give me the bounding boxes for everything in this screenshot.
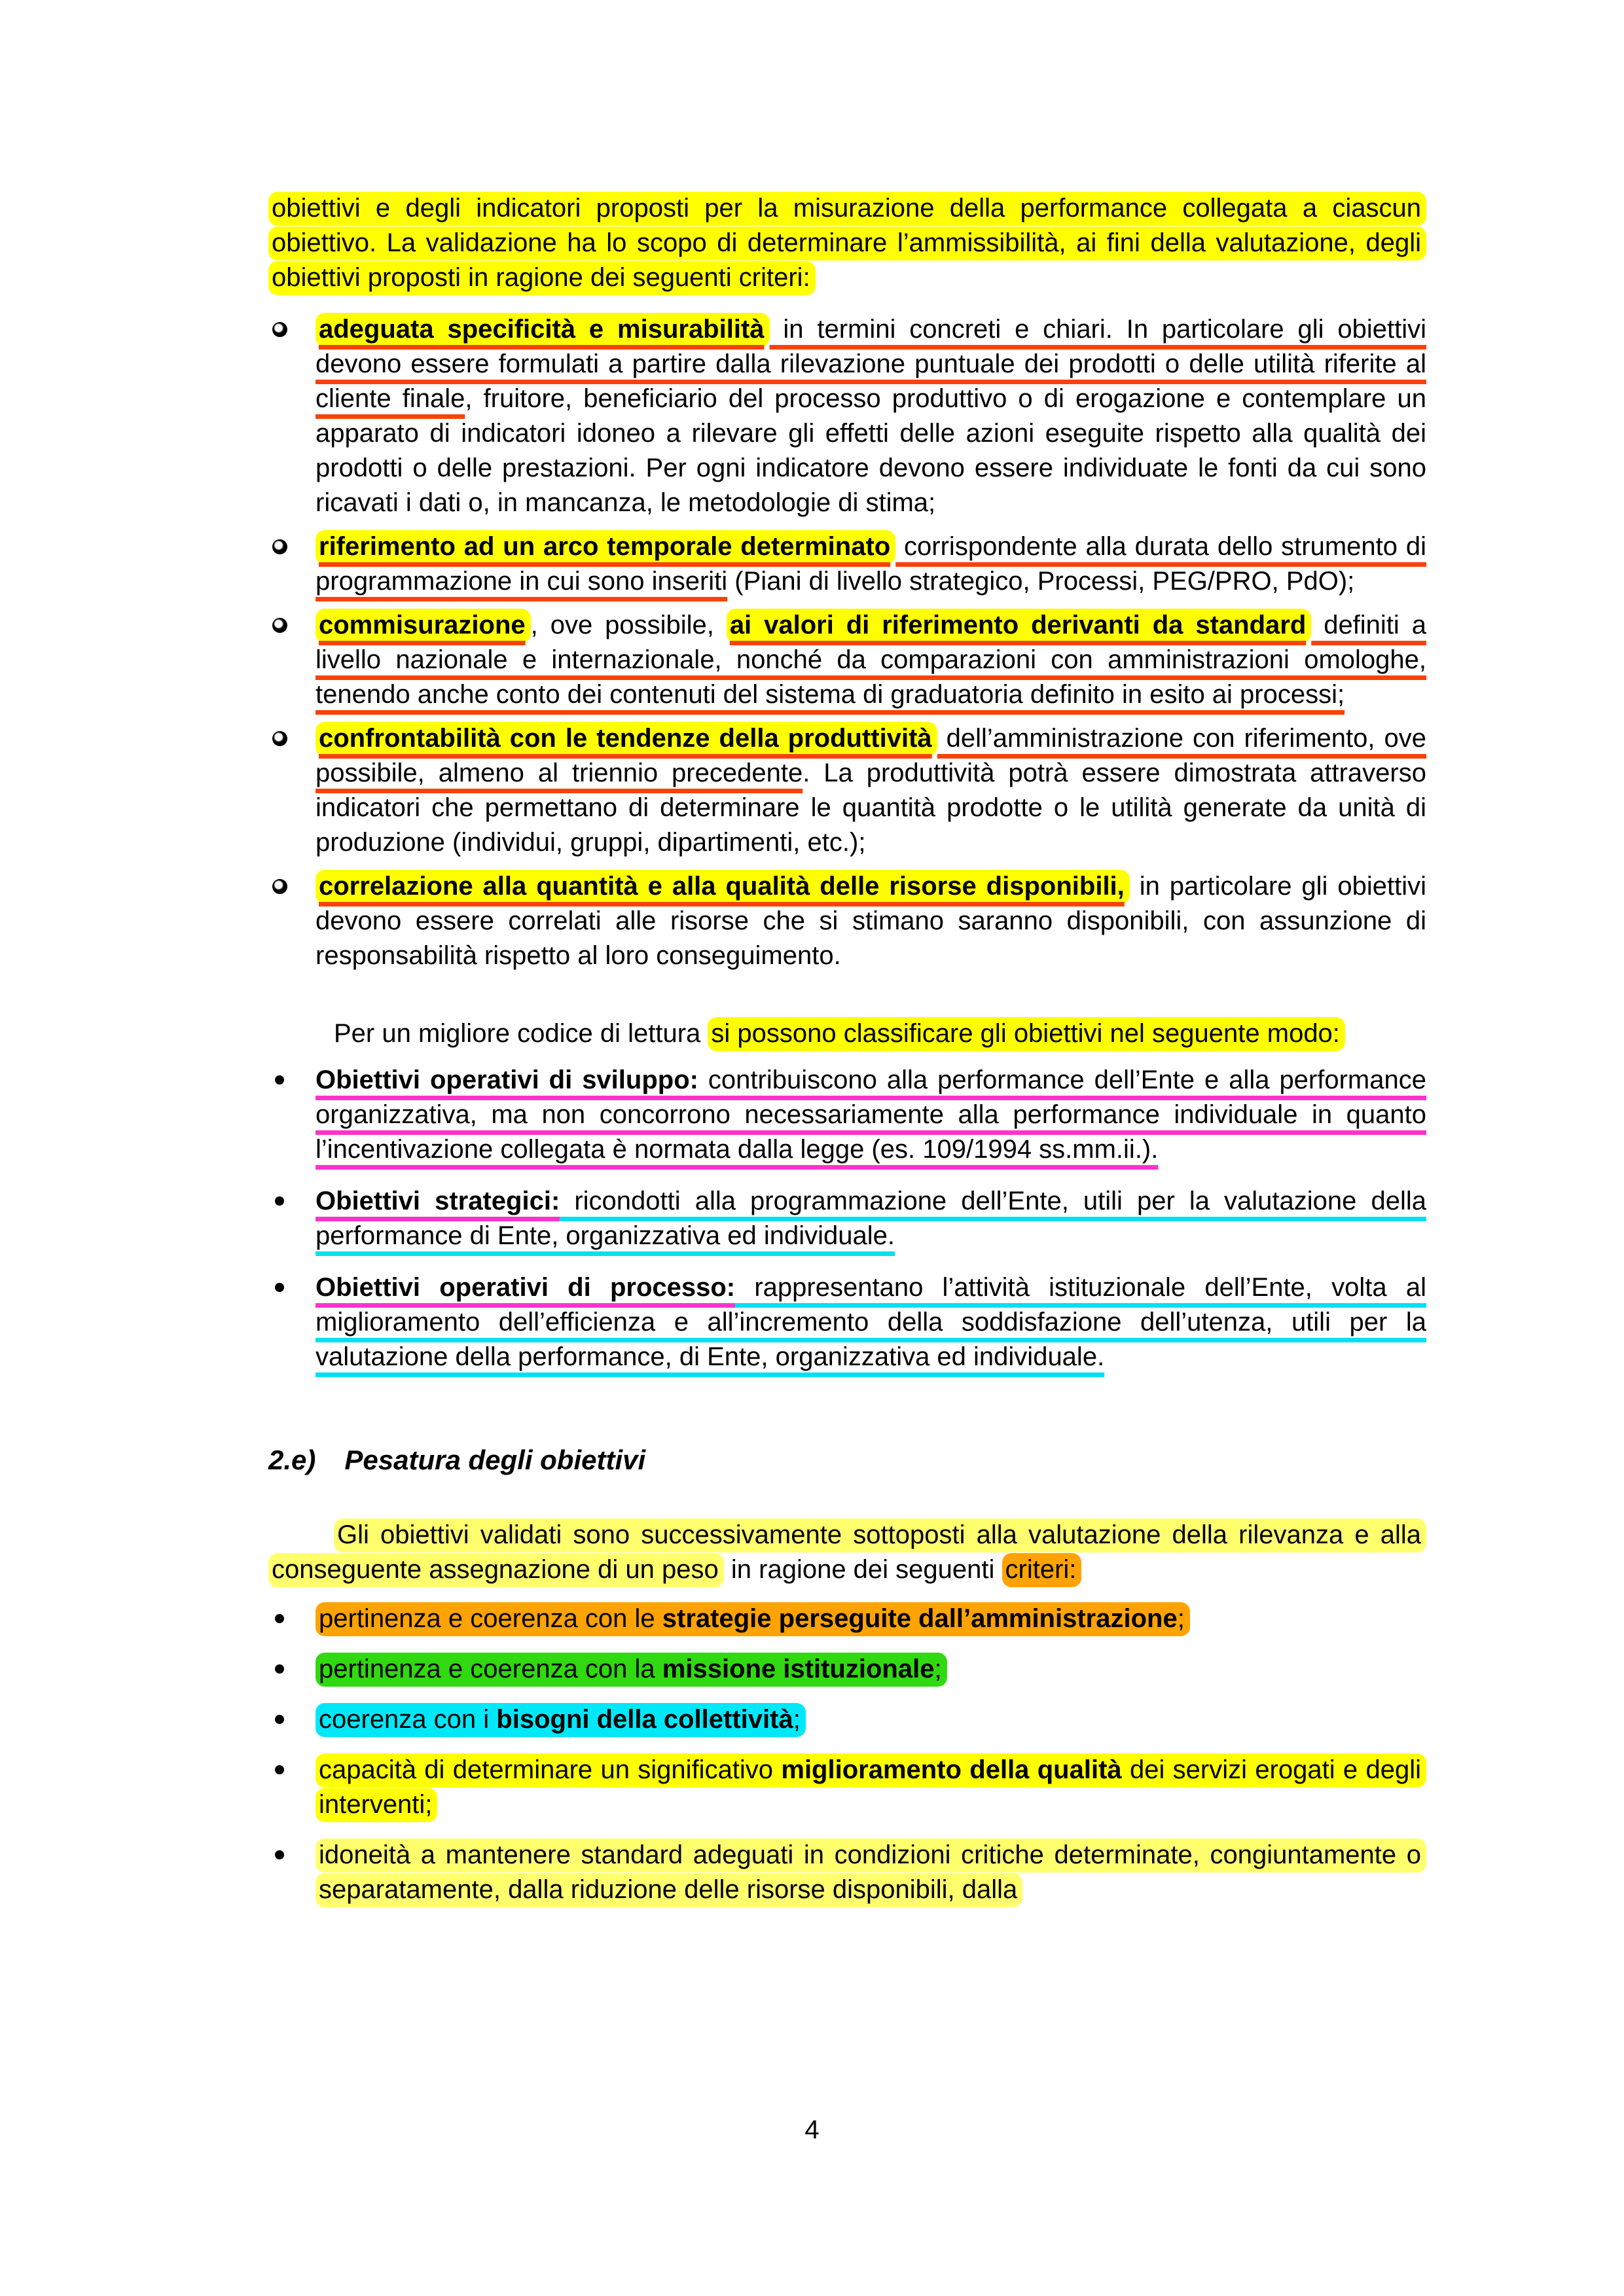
highlight-wrap (316, 1653, 947, 1687)
bullet-icon (275, 1283, 284, 1292)
weighting-criteri-tag: criteri: (1002, 1553, 1082, 1587)
classification-intro-plain: Per un migliore codice di lettura (334, 1019, 708, 1048)
weighting-item-strong: missione istituzionale (662, 1655, 935, 1683)
weighting-item-pre: pertinenza e coerenza con la (319, 1655, 662, 1683)
criterion-underlined-text: dell’amministrazione con riferimento, ove possibile, almeno al triennio precedente (316, 724, 1426, 787)
criterion-term: correlazione alla quantità e alla qualità delle risorse disponibili, (316, 870, 1130, 904)
bullet-icon (272, 731, 287, 746)
objective-type-term: Obiettivi strategici: (316, 1187, 560, 1215)
highlight-wrap (316, 1703, 806, 1737)
objective-type-term: Obiettivi operativi di sviluppo: (316, 1066, 698, 1094)
intro-highlighted-text: obiettivi e degli indicatori proposti per la misurazione della performance collegata a ciascun obiettivo. La validazione ha lo scopo di determinare l’ammissibilità, ai fini della valutazione, degli obiettivi proposti in ragione dei seguenti criteri: (268, 192, 1426, 295)
weighting-item-pre: coerenza con i (319, 1705, 497, 1734)
criteria-item-commisurazione (268, 608, 1426, 712)
page-number: 4 (804, 2115, 820, 2144)
criterion-plain-text: in particolare gli obiettivi devono essere correlati alle risorse che si stimano saranno disponibili, con assunzione di responsabilità rispetto al loro conseguimento. (316, 872, 1426, 970)
criterion-underlined-text: in termini concreti e chiari. In particolare gli obiettivi devono essere formulati a partire dalla rilevazione puntuale dei prodotti o delle utilità riferite al cliente finale (316, 315, 1426, 413)
section-heading (268, 1443, 1426, 1477)
bullet-icon (275, 1614, 284, 1623)
bullet-icon (275, 1715, 284, 1724)
weighting-item-pre: idoneità a mantenere standard adeguati in condizioni critiche determinate, congiuntamente o separatamente, dalla riduzione delle risorse disponibili, dalla (319, 1840, 1421, 1904)
section-title: Pesatura degli obiettivi (344, 1444, 646, 1475)
criterion-term: adeguata specificità e misurabilità (316, 313, 770, 347)
section-number: 2.e) (268, 1444, 316, 1475)
criterion-plain-text: , ove possibile, (530, 611, 727, 639)
criteria-item-confrontabilita (268, 721, 1426, 860)
classification-intro-highlight: si possono classificare gli obiettivi nel seguente modo: (708, 1017, 1345, 1051)
weighting-item-pre: pertinenza e coerenza con le (319, 1604, 662, 1633)
bullet-icon (275, 1765, 284, 1774)
weighting-item-missione (268, 1652, 1426, 1687)
objective-type-description: rappresentano l’attività istituzionale dell’Ente, volta al miglioramento dell’efficienza e all’incremento della soddisfazione dell’utenza, utili per la valutazione della performance, di Ente, organizzativa ed individuale. (316, 1273, 1426, 1371)
bullet-icon (275, 1850, 284, 1859)
highlight-wrap (316, 1753, 1426, 1822)
criterion-term: riferimento ad un arco temporale determinato (316, 530, 895, 564)
weighting-item-post: dei servizi erogati e degli interventi; (319, 1755, 1421, 1819)
criterion-plain-text: , fruitore, beneficiario del processo produttivo o di erogazione e contemplare un apparato di indicatori idoneo a rilevare gli effetti delle azioni eseguite rispetto alla qualità dei prodotti o delle prestazioni. Per ogni indicatore devono essere individuate le fonti da cui sono ricavati i dati o, in mancanza, le metodologie di stima; (316, 384, 1426, 517)
weighting-plain-text: in ragione dei seguenti (723, 1555, 1002, 1584)
weighting-item-pre: capacità di determinare un significativo (319, 1755, 782, 1784)
intro-paragraph (268, 191, 1426, 295)
validation-criteria-list (268, 312, 1426, 973)
objective-type-description: contribuiscono alla performance dell’Ente e alla performance organizzativa, ma non concorrono necessariamente alla performance individuale in quanto l’incentivazione collegata è normata dalla legge (es. 109/1994 ss.mm.ii.). (316, 1066, 1426, 1164)
objective-type-strategici (268, 1184, 1426, 1253)
bullet-icon (272, 618, 287, 633)
criteria-item-specificita (268, 312, 1426, 520)
criterion-term: commisurazione (316, 609, 531, 643)
criterion-term: confrontabilità con le tendenze della produttività (316, 722, 937, 756)
weighting-item-strong: bisogni della collettività (496, 1705, 793, 1734)
criteria-item-arco-temporale (268, 529, 1426, 599)
weighting-highlighted-text: Gli obiettivi validati sono successivamente sottoposti alla valutazione della rilevanza e alla conseguente assegnazione di un peso (268, 1518, 1426, 1587)
bullet-icon (275, 1075, 284, 1085)
weighting-item-post: ; (793, 1705, 801, 1734)
weighting-item-strong: strategie perseguite dall’amministrazione (662, 1604, 1178, 1633)
objective-type-description: ricondotti alla programmazione dell’Ente, utili per la valutazione della performance di Ente, organizzativa ed individuale. (316, 1187, 1426, 1250)
bullet-icon (272, 879, 287, 894)
weighting-intro-paragraph (268, 1518, 1426, 1587)
weighting-item-post: ; (1177, 1604, 1185, 1633)
criterion-underlined-text: definiti a livello nazionale e internazionale, nonché da comparazioni con amministrazioni omologhe, tenendo anche conto dei contenuti del sistema di graduatoria definito in esito ai processi; (316, 611, 1426, 709)
objective-type-processo (268, 1270, 1426, 1374)
criterion-underlined-text: corrispondente alla durata dello strumento di programmazione in cui sono inseriti (316, 532, 1426, 596)
highlight-wrap (316, 1839, 1426, 1907)
objective-type-sviluppo (268, 1063, 1426, 1167)
highlight-wrap (316, 1602, 1190, 1636)
weighting-item-idoneita (268, 1838, 1426, 1907)
objective-types-list (268, 1063, 1426, 1374)
weighting-item-post: ; (934, 1655, 942, 1683)
criterion-plain-text: . La produttività potrà essere dimostrata attraverso indicatori che permettano di determinare le quantità prodotte o le utilità generate da unità di produzione (individui, gruppi, dipartimenti, etc.); (316, 759, 1426, 857)
weighting-item-strategie (268, 1602, 1426, 1636)
classification-intro-paragraph (268, 1016, 1426, 1051)
bullet-icon (275, 1664, 284, 1674)
objective-type-term: Obiettivi operativi di processo: (316, 1273, 736, 1302)
criterion-plain-text: (Piani di livello strategico, Processi, PEG/PRO, PdO); (727, 567, 1355, 596)
criterion-term-2: ai valori di riferimento derivanti da standard (727, 609, 1311, 643)
weighting-criteria-list (268, 1602, 1426, 1907)
bullet-icon (272, 322, 287, 337)
weighting-item-strong: miglioramento della qualità (781, 1755, 1122, 1784)
weighting-item-bisogni (268, 1702, 1426, 1737)
criteria-item-correlazione (268, 869, 1426, 973)
weighting-item-qualita (268, 1753, 1426, 1822)
bullet-icon (275, 1196, 284, 1206)
bullet-icon (272, 539, 287, 554)
